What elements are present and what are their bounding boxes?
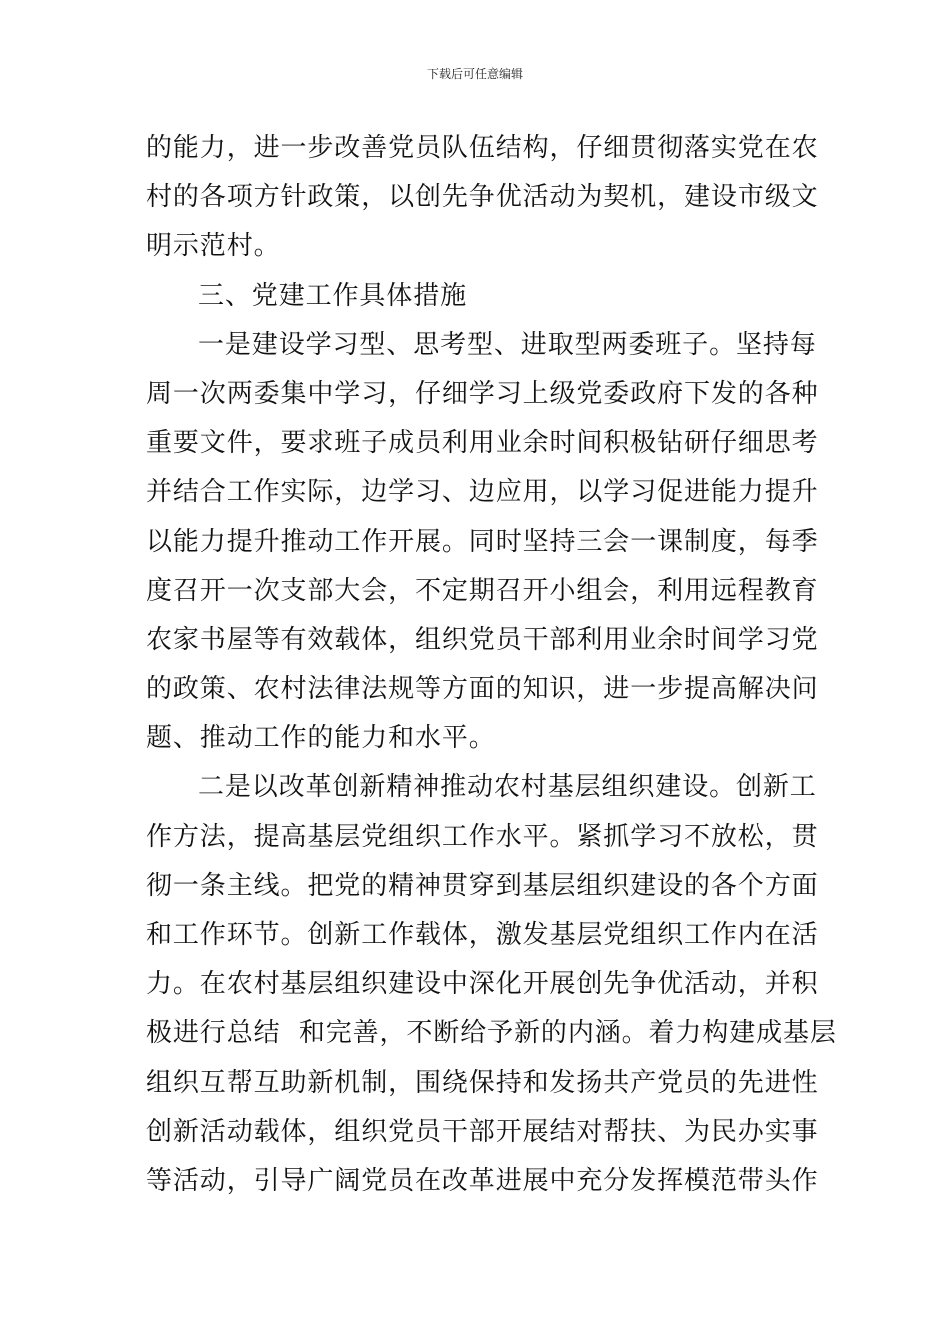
text-line: 力。在农村基层组织建设中深化开展创先争优活动，并积	[146, 969, 819, 1000]
text-line: 彻一条主线。把党的精神贯穿到基层组织建设的各个方面	[146, 870, 819, 901]
paragraph-start-line: 二是以改革创新精神推动农村基层组织建设。创新工	[198, 772, 817, 803]
text-line: 的政策、农村法律法规等方面的知识，进一步提高解决问	[146, 674, 819, 705]
text-line: 明示范村。	[146, 231, 281, 262]
text-line: 以能力提升推动工作开展。同时坚持三会一课制度，每季	[146, 526, 819, 557]
text-line: 和工作环节。创新工作载体，激发基层党组织工作内在活	[146, 920, 819, 950]
section-heading: 三、党建工作具体措施	[198, 280, 468, 311]
text-line: 极进行总结 和完善，不断给予新的内涵。着力构建成基层	[146, 1018, 837, 1049]
text-line: 的能力，进一步改善党员队伍结构，仔细贯彻落实党在农	[146, 133, 819, 163]
text-line: 并结合工作实际，边学习、边应用，以学习促进能力提升	[146, 477, 819, 508]
paragraph-start-line: 一是建设学习型、思考型、进取型两委班子。坚持每	[198, 329, 817, 360]
text-line: 创新活动载体，组织党员干部开展结对帮扶、为民办实事	[146, 1116, 819, 1147]
text-line: 重要文件，要求班子成员利用业余时间积极钻研仔细思考	[146, 428, 819, 459]
text-line: 组织互帮互助新机制，围绕保持和发扬共产党员的先进性	[146, 1067, 819, 1098]
text-line: 作方法，提高基层党组织工作水平。紧抓学习不放松，贯	[146, 821, 819, 852]
text-line: 度召开一次支部大会，不定期召开小组会，利用远程教育	[146, 575, 819, 606]
text-line: 等活动，引导广阔党员在改革进展中充分发挥模范带头作	[146, 1165, 819, 1196]
text-line: 农家书屋等有效载体，组织党员干部利用业余时间学习党	[146, 624, 819, 655]
page-header-note: 下载后可任意编辑	[426, 67, 523, 81]
text-line: 村的各项方针政策，以创先争优活动为契机，建设市级文	[146, 182, 819, 213]
document-body	[146, 124, 837, 1206]
text-line: 题、推动工作的能力和水平。	[146, 723, 496, 754]
text-line: 周一次两委集中学习，仔细学习上级党委政府下发的各种	[146, 378, 819, 409]
